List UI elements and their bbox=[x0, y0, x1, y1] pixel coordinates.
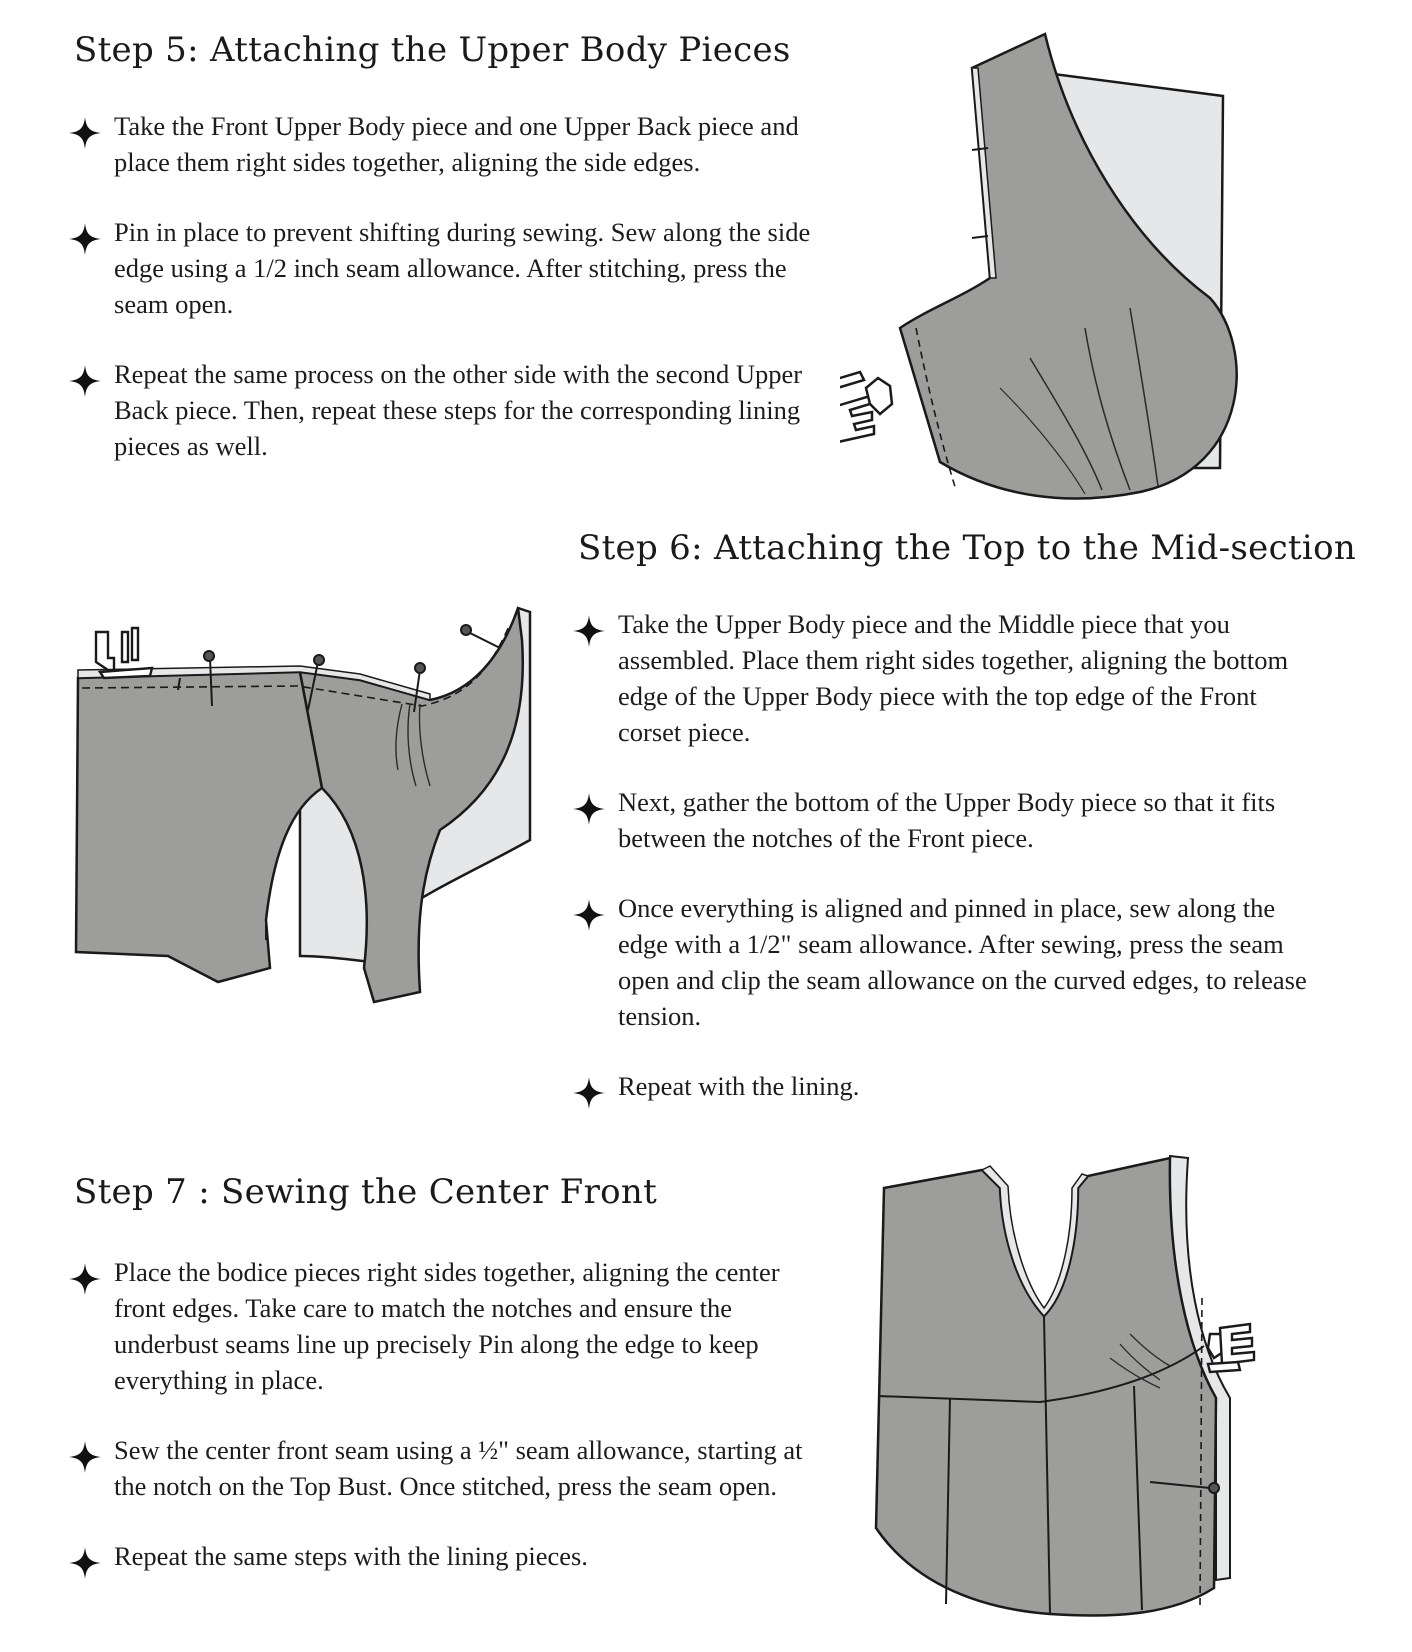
four-point-star-icon bbox=[68, 222, 102, 256]
step-5-item-2 bbox=[68, 214, 818, 322]
step-6-item-3 bbox=[572, 890, 1307, 1034]
four-point-star-icon bbox=[68, 1440, 102, 1474]
presser-foot-icon bbox=[1208, 1324, 1254, 1372]
step-7-heading: Step 7 : Sewing the Center Front bbox=[74, 1172, 658, 1212]
top-to-midsection-illustration bbox=[60, 600, 560, 1060]
step-5-list bbox=[68, 108, 818, 464]
step-6-list bbox=[572, 606, 1307, 1104]
step-5-item-3 bbox=[68, 356, 818, 464]
step-6-item-2-text: Next, gather the bottom of the Upper Body piece so that it fits between the notches of the Front piece. bbox=[618, 787, 1276, 853]
step-5-item-1 bbox=[68, 108, 818, 180]
four-point-star-icon bbox=[572, 614, 606, 648]
step-7-item-2 bbox=[68, 1432, 828, 1504]
step-5-item-1-text: Take the Front Upper Body piece and one Upper Back piece and place them right sides together, aligning the side edges. bbox=[114, 111, 799, 177]
step-5-heading: Step 5: Attaching the Upper Body Pieces bbox=[74, 30, 791, 70]
step-7-item-2-text: Sew the center front seam using a ½" seam allowance, starting at the notch on the Top Bust. Once stitched, press the seam open. bbox=[114, 1435, 803, 1501]
step-7-item-1-text: Place the bodice pieces right sides together, aligning the center front edges. Take care to match the notches and ensure the underbust seams line up precisely Pin along the edge to keep everything in place. bbox=[114, 1257, 780, 1395]
presser-foot-icon bbox=[840, 372, 892, 442]
step-6-item-1-text: Take the Upper Body piece and the Middle piece that you assembled. Place them right sides together, aligning the bottom edge of the Upper Body piece with the top edge of the Front corset piece. bbox=[618, 609, 1289, 747]
step-7-item-3 bbox=[68, 1538, 828, 1574]
step-7-item-1 bbox=[68, 1254, 828, 1398]
center-front-bodice-illustration bbox=[870, 1148, 1290, 1618]
step-6-item-2 bbox=[572, 784, 1307, 856]
upper-body-side-seam-illustration bbox=[840, 28, 1240, 508]
four-point-star-icon bbox=[68, 1262, 102, 1296]
step-6-heading: Step 6: Attaching the Top to the Mid-section bbox=[578, 528, 1357, 568]
four-point-star-icon bbox=[68, 116, 102, 150]
step-6-item-4-text: Repeat with the lining. bbox=[618, 1071, 860, 1101]
step-6-item-4 bbox=[572, 1068, 1307, 1104]
four-point-star-icon bbox=[572, 1076, 606, 1110]
step-7-list bbox=[68, 1254, 828, 1574]
step-5-item-3-text: Repeat the same process on the other side with the second Upper Back piece. Then, repeat these steps for the corresponding lining pieces as well. bbox=[114, 359, 803, 461]
step-6-item-3-text: Once everything is aligned and pinned in place, sew along the edge with a 1/2" seam allowance. After sewing, press the seam open and clip the seam allowance on the curved edges, to release tension. bbox=[618, 893, 1307, 1031]
four-point-star-icon bbox=[572, 792, 606, 826]
presser-foot-icon bbox=[96, 628, 152, 678]
step-6-item-1 bbox=[572, 606, 1307, 750]
four-point-star-icon bbox=[68, 364, 102, 398]
four-point-star-icon bbox=[68, 1546, 102, 1580]
four-point-star-icon bbox=[572, 898, 606, 932]
step-7-item-3-text: Repeat the same steps with the lining pieces. bbox=[114, 1541, 588, 1571]
step-5-item-2-text: Pin in place to prevent shifting during sewing. Sew along the side edge using a 1/2 inch seam allowance. After stitching, press the seam open. bbox=[114, 217, 811, 319]
